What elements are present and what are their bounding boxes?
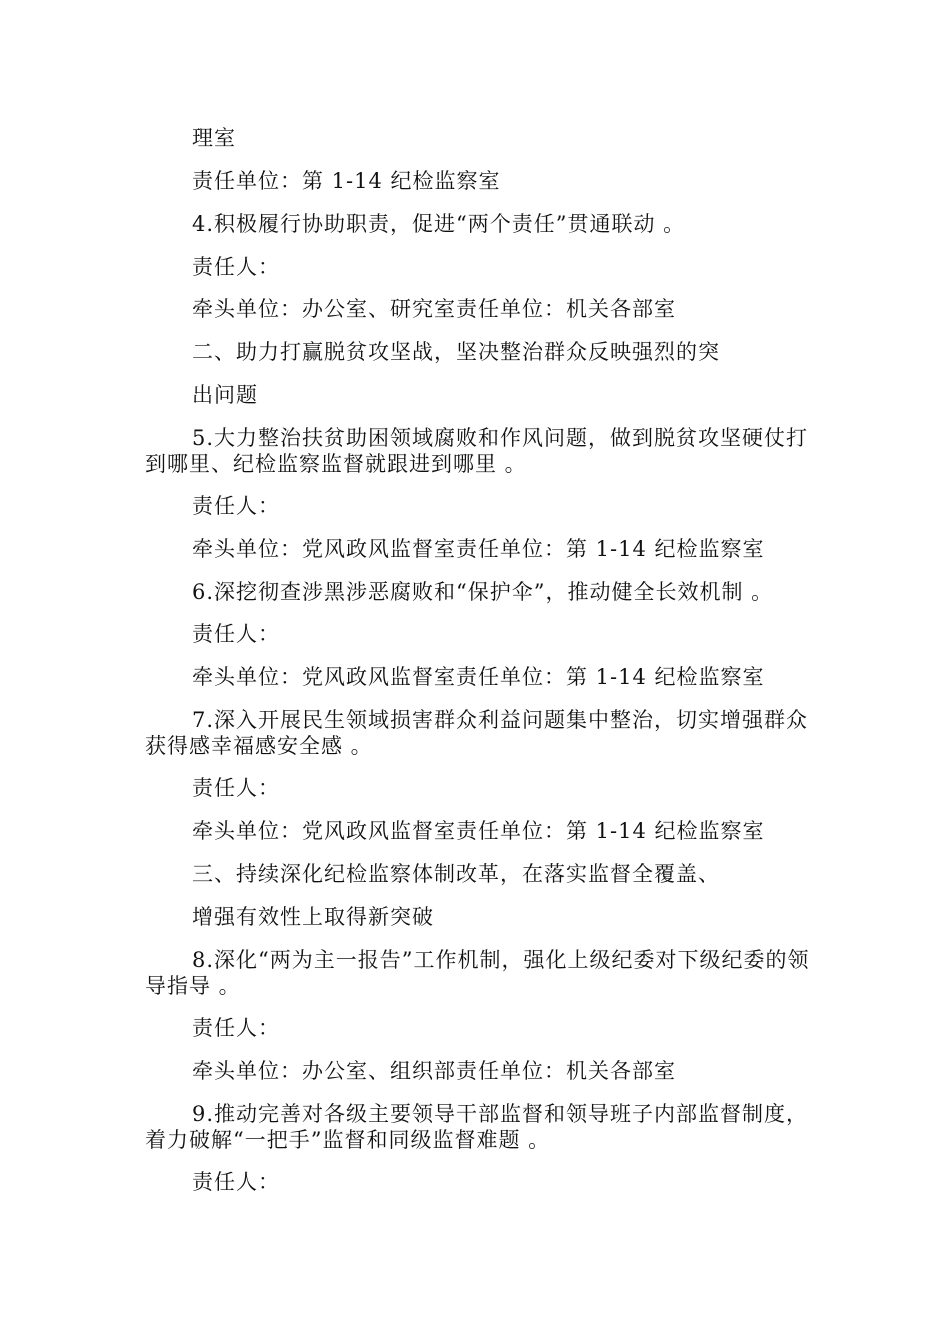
text-line: 牵头单位：办公室、研究室责任单位：机关各部室 xyxy=(192,297,676,321)
text-line: 6.深挖彻查涉黑涉恶腐败和“保护伞”，推动健全长效机制 。 xyxy=(192,580,774,604)
text-line: 责任人： xyxy=(192,255,280,279)
text-line: 责任人： xyxy=(192,622,280,646)
paragraph: 8.深化“两为主一报告”工作机制，强化上级纪委对下级纪委的领导指导 。 xyxy=(145,948,810,998)
text-line: 责任人： xyxy=(192,1170,280,1194)
text-line: 牵头单位：党风政风监督室责任单位：第 1-14 纪检监察室 xyxy=(192,537,765,561)
paragraph: 9.推动完善对各级主要领导干部监督和领导班子内部监督制度，着力破解“一把手”监督和同级监督难题 。 xyxy=(145,1102,809,1152)
section-heading: 出问题 xyxy=(192,383,258,407)
text-line: 责任人： xyxy=(192,1016,280,1040)
text-line: 责任单位：第 1-14 纪检监察室 xyxy=(192,169,501,193)
section-heading: 三、持续深化纪检监察体制改革，在落实监督全覆盖、 xyxy=(192,862,720,886)
text-line: 理室 xyxy=(192,126,236,150)
text-line: 牵头单位：党风政风监督室责任单位：第 1-14 纪检监察室 xyxy=(192,665,765,689)
paragraph: 7.深入开展民生领域损害群众利益问题集中整治，切实增强群众获得感幸福感安全感 。 xyxy=(145,708,809,758)
paragraph: 5.大力整治扶贫助困领域腐败和作风问题，做到脱贫攻坚硬仗打到哪里、纪检监察监督就跟进到哪里 。 xyxy=(145,426,809,476)
section-heading: 二、助力打赢脱贫攻坚战，坚决整治群众反映强烈的突 xyxy=(192,340,720,364)
text-line: 牵头单位：办公室、组织部责任单位：机关各部室 xyxy=(192,1059,676,1083)
text-line: 责任人： xyxy=(192,776,280,800)
text-line: 4.积极履行协助职责，促进“两个责任”贯通联动 。 xyxy=(192,212,686,236)
text-line: 责任人： xyxy=(192,494,280,518)
text-line: 牵头单位：党风政风监督室责任单位：第 1-14 纪检监察室 xyxy=(192,819,765,843)
section-heading: 增强有效性上取得新突破 xyxy=(192,905,434,929)
